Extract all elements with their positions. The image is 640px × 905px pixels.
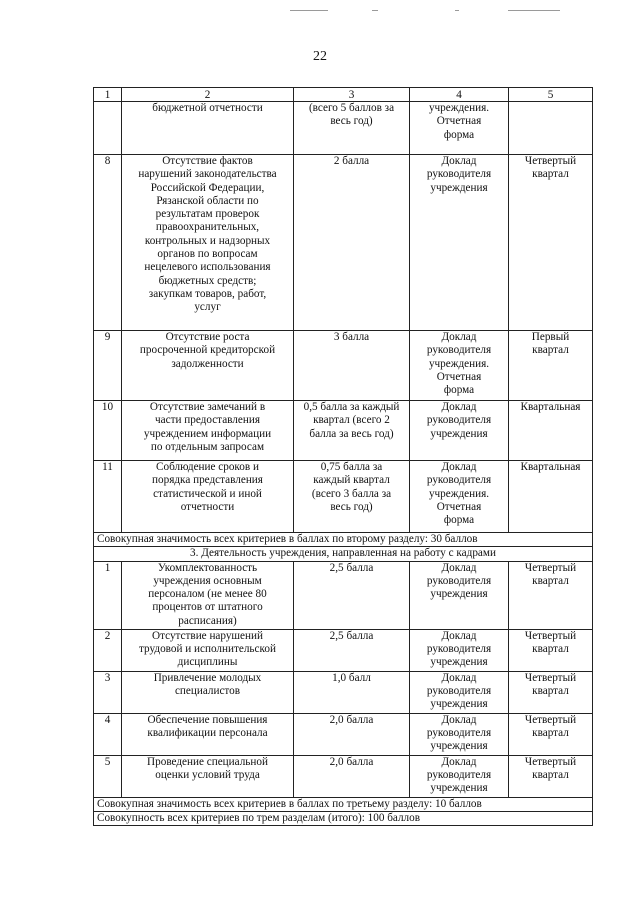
cell-line: весь год) <box>330 500 373 513</box>
cell-line: Отчетная <box>436 370 482 383</box>
cell-line: нецелевого использования <box>144 261 271 274</box>
grand-total-row <box>94 811 593 825</box>
row-number: 3 <box>94 671 122 713</box>
source-cell <box>410 713 509 755</box>
cell-line: 2 балла <box>333 155 370 167</box>
row-number: 8 <box>94 155 122 331</box>
cell-line: Четвертый <box>524 561 577 574</box>
row-number: 5 <box>94 755 122 797</box>
cell-line: Отсутствие роста <box>165 331 250 343</box>
cell-line: Четвертый <box>524 155 577 167</box>
cell-line: Квартальная <box>520 401 581 413</box>
cell-line: результатам проверок <box>155 208 260 221</box>
period-cell <box>509 331 593 401</box>
cell-line: руководителя <box>426 414 492 427</box>
source-cell <box>410 331 509 401</box>
cell-line: трудовой и исполнительской <box>139 642 276 655</box>
cell-line: 1,0 балл <box>332 671 371 684</box>
cell-line: Первый <box>531 331 570 343</box>
cell-line: квартал <box>532 726 569 739</box>
score-cell <box>294 102 410 155</box>
cell-line: Отсутствие фактов <box>162 155 253 167</box>
criterion-cell <box>122 755 294 797</box>
cell-line: 0,75 балла за <box>320 461 383 473</box>
criterion-cell <box>122 629 294 671</box>
cell-line: Российской Федерации, <box>150 181 265 194</box>
cell-line: Отсутствие замечаний в <box>149 401 266 413</box>
cell-line: учреждения <box>430 740 488 753</box>
column-number: 3 <box>294 88 410 102</box>
section-2-rows <box>94 155 593 533</box>
score-cell <box>294 401 410 461</box>
cell-line: Доклад <box>441 713 477 726</box>
source-cell <box>410 561 509 629</box>
cell-line: 2,5 балла <box>329 561 374 574</box>
cell-line: балла за весь год) <box>309 427 394 440</box>
cell-line: учреждением информации <box>143 427 272 440</box>
cell-line: Доклад <box>441 155 477 167</box>
table-row <box>94 755 593 797</box>
cell-line: Доклад <box>441 755 477 768</box>
source-cell <box>410 629 509 671</box>
cell-line: руководителя <box>426 574 492 587</box>
cell-line: Отчетная <box>436 500 482 513</box>
cell-line: учреждения <box>430 588 488 601</box>
column-number: 4 <box>410 88 509 102</box>
period-cell <box>509 561 593 629</box>
cell-line: руководителя <box>426 642 492 655</box>
score-cell <box>294 331 410 401</box>
cell-line: контрольных и надзорных <box>144 234 271 247</box>
period-cell <box>509 102 593 155</box>
cell-line: весь год) <box>330 115 373 128</box>
cell-line: форма <box>443 514 475 527</box>
cell-line: Соблюдение сроков и <box>156 461 259 473</box>
cell-line: нарушений законодательства <box>138 168 277 181</box>
cell-line: 0,5 балла за каждый <box>303 401 400 413</box>
cell-line: форма <box>443 128 475 141</box>
section-3-title: 3. Деятельность учреждения, направленная на работу с кадрами <box>94 547 593 561</box>
score-cell <box>294 755 410 797</box>
period-cell <box>509 755 593 797</box>
cell-line: квалификации персонала <box>147 726 268 739</box>
cell-line: специалистов <box>174 684 241 697</box>
row-number: 2 <box>94 629 122 671</box>
cell-line: Рязанской области по <box>156 194 259 207</box>
scan-artifact <box>372 10 378 11</box>
score-cell <box>294 461 410 533</box>
cell-line: учреждения. <box>428 357 490 370</box>
table-row <box>94 713 593 755</box>
cell-line: квартал <box>532 768 569 781</box>
cell-line: процентов от штатного <box>152 601 263 614</box>
source-cell <box>410 401 509 461</box>
scan-artifact <box>508 10 560 11</box>
table-row <box>94 671 593 713</box>
period-cell <box>509 461 593 533</box>
cell-line: закупкам товаров, работ, <box>148 287 267 300</box>
cell-line: квартал <box>532 168 569 181</box>
cell-line: Доклад <box>441 671 477 684</box>
cell-line: учреждения основным <box>153 574 262 587</box>
criterion-cell <box>122 331 294 401</box>
cell-line: Проведение специальной <box>147 755 268 768</box>
cell-line: Доклад <box>441 561 477 574</box>
cell-line: Отчетная <box>436 115 482 128</box>
column-number: 5 <box>509 88 593 102</box>
cell-line: руководителя <box>426 168 492 181</box>
score-cell <box>294 155 410 331</box>
row-number: 10 <box>94 401 122 461</box>
cell-line: Доклад <box>441 331 477 343</box>
cell-line: руководителя <box>426 474 492 487</box>
cell-line: учреждения <box>430 698 488 711</box>
source-cell <box>410 102 509 155</box>
cell-line: Отсутствие нарушений <box>152 629 263 642</box>
cell-line: органов по вопросам <box>157 248 258 261</box>
row-number: 9 <box>94 331 122 401</box>
criterion-cell <box>122 102 294 155</box>
cell-line: 3 балла <box>333 331 370 343</box>
cell-line: Четвертый <box>524 713 577 726</box>
score-cell <box>294 629 410 671</box>
cell-line: руководителя <box>426 684 492 697</box>
criterion-cell <box>122 401 294 461</box>
row-number: 11 <box>94 461 122 533</box>
period-cell <box>509 401 593 461</box>
section-2-total: Совокупная значимость всех критериев в баллах по второму разделу: 30 баллов <box>94 533 593 547</box>
cell-line: квартал <box>532 684 569 697</box>
cell-line: квартал <box>532 344 569 357</box>
cell-line: Четвертый <box>524 671 577 684</box>
cell-line: учреждения <box>430 782 488 795</box>
score-cell <box>294 561 410 629</box>
row-number <box>94 102 122 155</box>
cell-line: учреждения. <box>428 487 490 500</box>
section-3-total-row <box>94 797 593 811</box>
period-cell <box>509 671 593 713</box>
cell-line: персоналом (не менее 80 <box>148 588 267 601</box>
column-number: 2 <box>122 88 294 102</box>
cell-line: бюджетных средств; <box>158 274 257 287</box>
cell-line: руководителя <box>426 768 492 781</box>
cell-line: квартал (всего 2 <box>313 414 390 427</box>
criteria-table <box>93 87 593 826</box>
column-number: 1 <box>94 88 122 102</box>
section-3-total: Совокупная значимость всех критериев в баллах по третьему разделу: 10 баллов <box>94 797 593 811</box>
period-cell <box>509 713 593 755</box>
cell-line: Обеспечение повышения <box>147 713 268 726</box>
cell-line: руководителя <box>426 726 492 739</box>
row-number: 1 <box>94 561 122 629</box>
table-row <box>94 401 593 461</box>
cell-line: каждый квартал <box>313 474 390 487</box>
table-row <box>94 561 593 629</box>
cell-line: дисциплины <box>177 656 238 669</box>
section-2-total-row <box>94 533 593 547</box>
score-cell <box>294 671 410 713</box>
cell-line: Доклад <box>441 401 477 413</box>
cell-line: порядка представления <box>152 474 263 487</box>
scan-artifact <box>455 10 459 11</box>
table-row <box>94 155 593 331</box>
cell-line: правоохранительных, <box>155 221 260 234</box>
cell-line: расписания) <box>178 614 237 627</box>
cell-line: (всего 5 баллов за <box>308 102 395 114</box>
table-row <box>94 331 593 401</box>
cell-line: (всего 3 балла за <box>311 487 392 500</box>
cell-line: Квартальная <box>520 461 581 473</box>
score-cell <box>294 713 410 755</box>
cell-line: бюджетной отчетности <box>152 102 263 114</box>
section-3-title-row <box>94 547 593 561</box>
column-number-row <box>94 88 593 102</box>
cell-line: квартал <box>532 642 569 655</box>
criterion-cell <box>122 671 294 713</box>
table-row <box>94 461 593 533</box>
cell-line: Укомплектованность <box>157 561 258 574</box>
scan-artifact <box>290 10 328 11</box>
period-cell <box>509 629 593 671</box>
cell-line: Привлечение молодых <box>153 671 262 684</box>
cell-line: руководителя <box>426 344 492 357</box>
cell-line: задолженности <box>171 357 244 370</box>
cell-line: 2,0 балла <box>329 713 374 726</box>
criterion-cell <box>122 461 294 533</box>
cell-line: отчетности <box>180 500 235 513</box>
cell-line: форма <box>443 384 475 397</box>
cell-line: Доклад <box>441 629 477 642</box>
table-row <box>94 629 593 671</box>
cell-line: Четвертый <box>524 629 577 642</box>
table-row-continuation <box>94 102 593 155</box>
grand-total: Совокупность всех критериев по трем разделам (итого): 100 баллов <box>94 811 593 825</box>
criterion-cell <box>122 561 294 629</box>
cell-line: просроченной кредиторской <box>139 344 276 357</box>
section-3-rows <box>94 561 593 797</box>
cell-line: учреждения <box>430 656 488 669</box>
row-number: 4 <box>94 713 122 755</box>
criterion-cell <box>122 713 294 755</box>
criterion-cell <box>122 155 294 331</box>
source-cell <box>410 671 509 713</box>
period-cell <box>509 155 593 331</box>
cell-line: 2,0 балла <box>329 755 374 768</box>
page-number: 22 <box>313 49 327 64</box>
cell-line: по отдельным запросам <box>150 440 265 453</box>
cell-line: услуг <box>194 301 221 314</box>
cell-line: оценки условий труда <box>155 768 260 781</box>
source-cell <box>410 461 509 533</box>
source-cell <box>410 155 509 331</box>
cell-line: учреждения <box>430 427 488 440</box>
cell-line: Доклад <box>441 461 477 473</box>
cell-line: учреждения. <box>428 102 490 114</box>
cell-line: части предоставления <box>155 414 260 427</box>
cell-line: квартал <box>532 574 569 587</box>
cell-line: учреждения <box>430 181 488 194</box>
cell-line: 2,5 балла <box>329 629 374 642</box>
source-cell <box>410 755 509 797</box>
cell-line: Четвертый <box>524 755 577 768</box>
cell-line: статистической и иной <box>153 487 262 500</box>
